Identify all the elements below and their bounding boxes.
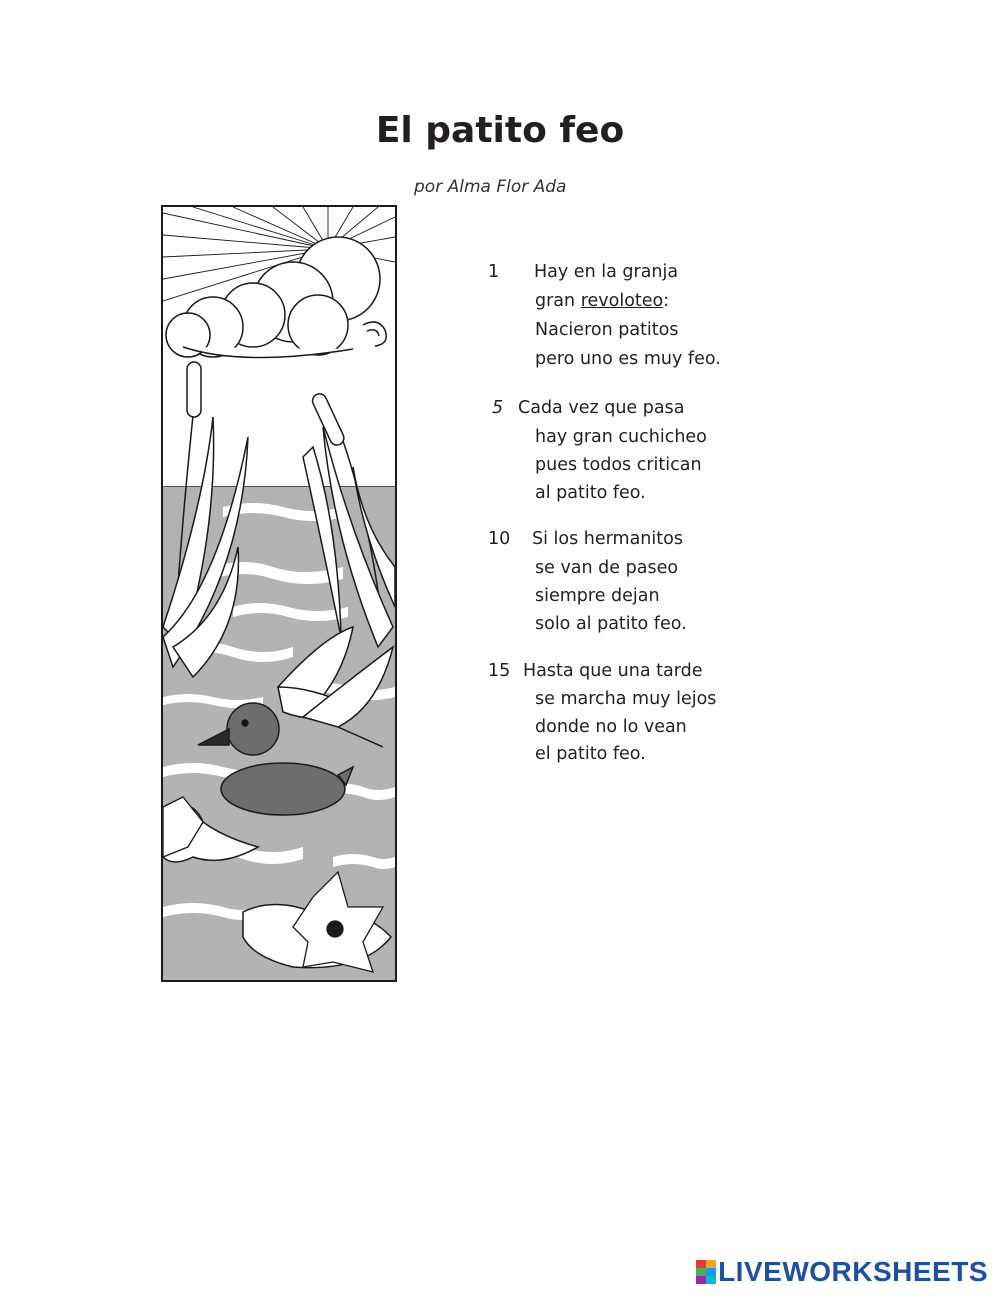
stanza-number: 5 — [492, 398, 504, 418]
page-title: El patito feo — [375, 110, 625, 151]
poem-line: se marcha muy lejos — [535, 689, 717, 709]
logo-square — [696, 1276, 706, 1284]
vocabulary-word: revoloteo — [580, 291, 664, 311]
logo-square — [696, 1260, 706, 1268]
poem-line: solo al patito feo. — [535, 614, 687, 634]
poem-line: al patito feo. — [535, 483, 646, 503]
poem-line: pues todos critican — [535, 455, 702, 475]
author-byline: por Alma Flor Ada — [414, 177, 567, 197]
poem-line-text: gran — [535, 291, 581, 311]
poem-line: hay gran cuchicheo — [535, 427, 707, 447]
stanza-number: 1 — [488, 262, 500, 282]
poem-line-text: : — [663, 291, 670, 311]
poem-line: pero uno es muy feo. — [535, 349, 721, 369]
poem-line: Nacieron patitos — [535, 320, 679, 340]
poem-line — [535, 291, 669, 311]
stanza-number: 10 — [488, 529, 511, 549]
stanza-number: 15 — [488, 661, 511, 681]
poem-line: el patito feo. — [535, 744, 646, 764]
liveworksheets-logo[interactable] — [696, 1256, 988, 1288]
poem-line: Hay en la granja — [534, 262, 679, 282]
logo-square — [706, 1260, 716, 1268]
poem-line: donde no lo vean — [535, 717, 687, 737]
poem-line: se van de paseo — [535, 558, 679, 578]
logo-square — [696, 1268, 706, 1276]
logo-text: LIVEWORKSHEETS — [718, 1256, 988, 1287]
logo-square — [706, 1276, 716, 1284]
poem-line: Si los hermanitos — [532, 529, 683, 549]
liveworksheets-logo-icon — [696, 1260, 716, 1284]
poem-line: Hasta que una tarde — [523, 661, 703, 681]
poem-line: siempre dejan — [535, 586, 660, 606]
poem-line: Cada vez que pasa — [518, 398, 685, 418]
logo-square — [706, 1268, 716, 1276]
duckling-pond-illustration — [161, 205, 397, 982]
